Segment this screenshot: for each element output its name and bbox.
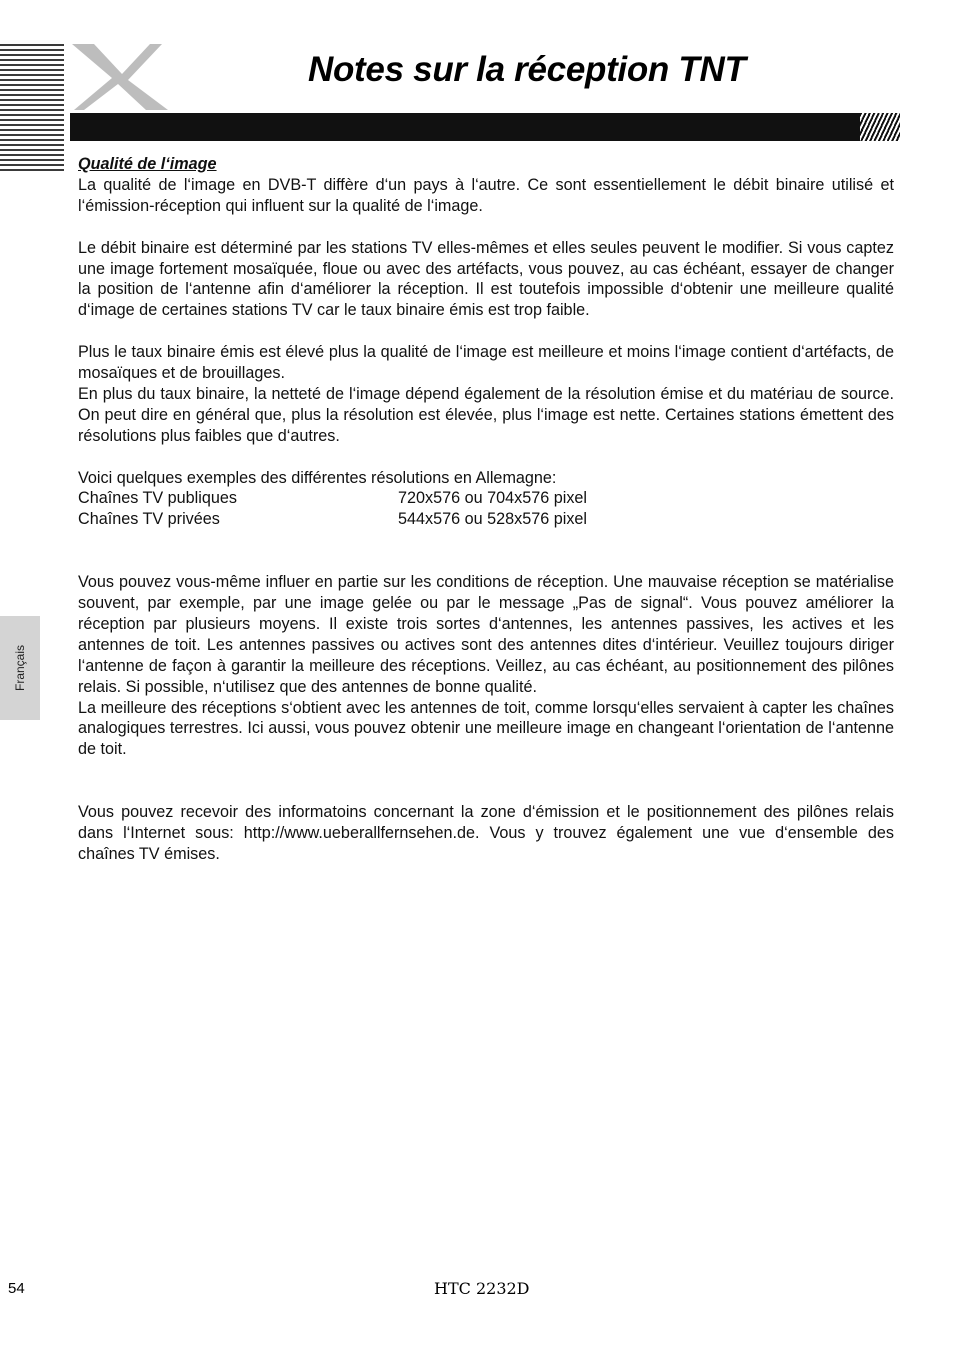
model-name: HTC 2232D — [434, 1279, 530, 1298]
page-number: 54 — [8, 1280, 25, 1297]
page-title: Notes sur la réception TNT — [308, 50, 746, 89]
paragraph-3: Plus le taux binaire émis est élevé plus la qualité de l‘image est meilleure et moins l‘image contient d‘artéfacts, de mosaïques et de brouillages. — [78, 343, 894, 383]
decorative-stripes — [0, 44, 64, 174]
paragraph-5: Voici quelques exemples des différentes résolutions en Allemagne: — [78, 468, 557, 487]
brand-logo-icon — [64, 40, 174, 112]
language-label: Français — [13, 644, 27, 692]
paragraph-4: En plus du taux binaire, la netteté de l‘image dépend également de la résolution émise et du matériau de source. On peut dire en général que, plus la résolution est élevée, plus l‘image est nette. Certaines stations émettent des résolutions plus faibles que d‘autres. — [78, 384, 894, 445]
paragraph-2: Le débit binaire est déterminé par les stations TV elles-mêmes et elles seules peuvent le modifier. Si vous captez une image fortement mosaïquée, floue ou avec des artéfacts, vous pouvez, au cas échéant, essayer de changer la position de l‘antenne afin d‘améliorer la réception. Il est toutefois impossible d‘obtenir une meilleure qualité d‘image de certaines stations TV car le taux binaire émis est trop faible. — [78, 238, 894, 320]
paragraph-8: Vous pouvez recevoir des informatoins concernant la zone d‘émission et le positionnement des pilônes relais dans l‘Internet sous: http://www.ueberallfernsehen.de. Vous y trouvez également une vue d‘ensemble des chaînes TV émises. — [78, 803, 894, 863]
header-bar-hatch — [860, 113, 900, 141]
resolution-label: Chaînes TV publiques — [78, 489, 237, 508]
paragraph-1: La qualité de l‘image en DVB-T diffère d‘un pays à l‘autre. Ce sont essentiellement le débit binaire utilisé et l‘émission-réception qui influent sur la qualité de l‘image. — [78, 175, 894, 215]
paragraph-7: La meilleure des réceptions s‘obtient avec les antennes de toit, comme lorsqu‘elles servaient à capter les chaînes analogiques terrestres. Ici aussi, vous pouvez obtenir une meilleure image en changeant l‘orientation de l‘antenne de toit. — [78, 698, 894, 759]
resolution-row — [78, 488, 894, 509]
resolution-label: Chaînes TV privées — [78, 510, 220, 529]
resolution-value: 544x576 ou 528x576 pixel — [398, 510, 588, 529]
main-content — [78, 154, 894, 865]
resolution-value: 720x576 ou 704x576 pixel — [398, 489, 588, 508]
language-tab — [0, 616, 40, 720]
paragraph-6: Vous pouvez vous-même influer en partie sur les conditions de réception. Une mauvaise réception se matérialise souvent, par exemple, par une image gelée ou par le message „Pas de signal“. Vous pouvez améliorer la réception par plusieurs moyens. Il existe trois sortes d‘antennes, les antennes passives, les actives et les antennes de toit. Les antennes passives ou actives sont des antennes dites d‘intérieur. Veuillez toujours diriger l‘antenne de façon à garantir la meilleure des réceptions. Veillez, au cas échéant, au positionnement des pilônes relais. Si possible, n‘utilisez que des antennes de bonne qualité. — [78, 573, 894, 696]
section-heading: Qualité de l‘image — [78, 155, 217, 173]
header-bar — [70, 113, 900, 141]
resolution-row — [78, 509, 894, 530]
